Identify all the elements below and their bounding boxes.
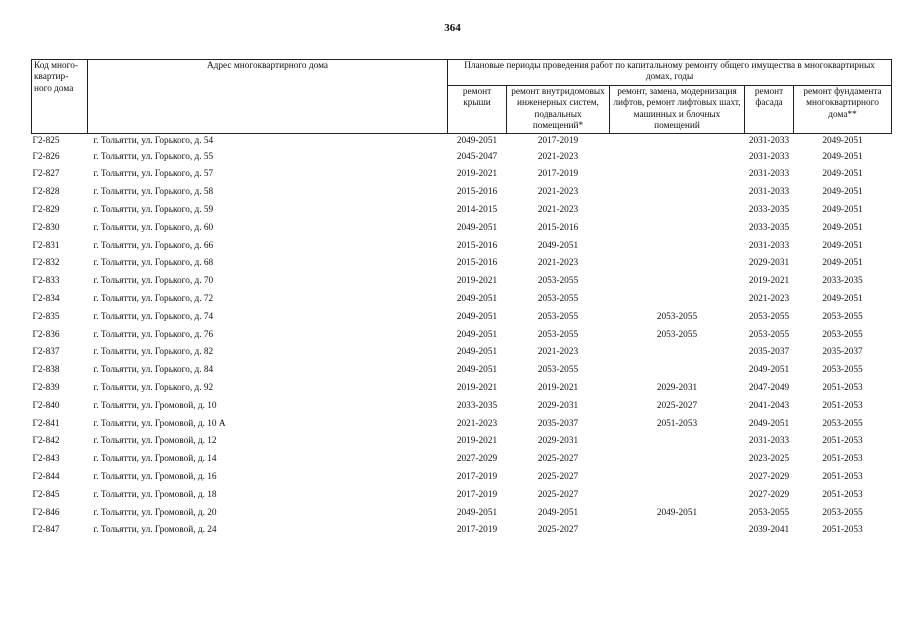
cell-elevators <box>610 148 745 166</box>
cell-elevators <box>610 451 745 469</box>
table-row <box>32 326 892 344</box>
cell-roof: 2019-2021 <box>456 436 498 447</box>
cell-address: г. Тольятти, ул. Громовой, д. 24 <box>93 525 217 536</box>
cell-code: Г2-847 <box>32 525 60 536</box>
cell-foundation: 2049-2051 <box>822 169 863 180</box>
cell-engineering: 2025-2027 <box>537 471 579 482</box>
cell-address: г. Тольятти, ул. Громовой, д. 16 <box>93 471 217 482</box>
table-row <box>32 522 892 540</box>
header-code: Код много-квартир-ного дома <box>32 60 88 134</box>
header-periods: Плановые периоды проведения работ по капитальному ремонту общего имущества в многоквартирных домах, годы <box>448 60 892 86</box>
cell-foundation: 2049-2051 <box>822 135 863 146</box>
cell-engineering: 2025-2027 <box>537 454 579 465</box>
cell-address: г. Тольятти, ул. Горького, д. 72 <box>93 294 214 304</box>
cell-elevators <box>610 522 745 540</box>
cell-foundation: 2049-2051 <box>822 258 863 269</box>
cell-roof: 2019-2021 <box>456 169 498 180</box>
cell-roof: 2049-2051 <box>456 365 498 376</box>
cell-engineering: 2025-2027 <box>537 525 579 536</box>
cell-engineering: 2015-2016 <box>537 222 579 233</box>
cell-code: Г2-838 <box>32 365 60 376</box>
cell-code: Г2-836 <box>32 329 60 340</box>
cell-facade: 2031-2033 <box>748 240 790 251</box>
cell-foundation: 2051-2053 <box>822 436 863 447</box>
cell-address: г. Тольятти, ул. Горького, д. 68 <box>93 258 214 269</box>
cell-engineering: 2021-2023 <box>537 347 579 358</box>
cell-engineering: 2021-2023 <box>537 187 579 198</box>
cell-roof: 2017-2019 <box>456 489 498 500</box>
cell-foundation: 2053-2055 <box>822 507 863 518</box>
cell-address: г. Тольятти, ул. Горького, д. 54 <box>93 135 214 146</box>
cell-facade: 2031-2033 <box>748 436 790 447</box>
cell-address: г. Тольятти, ул. Горького, д. 57 <box>93 169 214 180</box>
cell-foundation: 2051-2053 <box>822 525 863 536</box>
cell-foundation: 2033-2035 <box>822 276 863 287</box>
header-elevators: ремонт, замена, модернизация лифтов, ремонт лифтовых шахт, машинных и блочных помещений <box>610 85 745 134</box>
cell-code: Г2-835 <box>32 311 60 322</box>
table-row <box>32 504 892 522</box>
table-row <box>32 255 892 273</box>
cell-roof: 2049-2051 <box>456 294 498 304</box>
table-row <box>32 398 892 416</box>
cell-engineering: 2021-2023 <box>537 151 579 162</box>
cell-elevators <box>610 237 745 255</box>
cell-roof: 2019-2021 <box>456 382 498 393</box>
cell-facade: 2053-2055 <box>748 311 790 322</box>
table-row <box>32 415 892 433</box>
cell-elevators <box>610 362 745 380</box>
cell-facade: 2039-2041 <box>748 525 790 536</box>
cell-engineering: 2029-2031 <box>537 436 579 447</box>
cell-roof: 2049-2051 <box>456 507 498 518</box>
cell-facade: 2027-2029 <box>748 471 790 482</box>
cell-code: Г2-833 <box>32 276 60 287</box>
cell-elevators: 2051-2053 <box>656 418 698 429</box>
cell-foundation: 2049-2051 <box>822 187 863 198</box>
cell-engineering: 2025-2027 <box>537 489 579 500</box>
cell-code: Г2-827 <box>32 169 60 180</box>
cell-foundation: 2053-2055 <box>822 311 863 322</box>
cell-elevators <box>610 433 745 451</box>
cell-roof: 2045-2047 <box>456 151 498 162</box>
cell-foundation: 2035-2037 <box>822 347 863 358</box>
table-body <box>32 134 892 540</box>
cell-facade: 2029-2031 <box>748 258 790 269</box>
cell-elevators <box>610 344 745 362</box>
cell-elevators <box>610 273 745 291</box>
cell-foundation: 2053-2055 <box>822 418 863 429</box>
cell-facade: 2031-2033 <box>748 151 790 162</box>
cell-roof: 2015-2016 <box>456 258 498 269</box>
cell-facade: 2031-2033 <box>748 187 790 198</box>
cell-code: Г2-826 <box>32 151 60 162</box>
cell-code: Г2-839 <box>32 382 60 393</box>
cell-engineering: 2049-2051 <box>537 240 579 251</box>
cell-elevators <box>610 134 745 149</box>
table-row <box>32 220 892 238</box>
cell-engineering: 2053-2055 <box>537 329 579 340</box>
cell-address: г. Тольятти, ул. Горького, д. 74 <box>93 311 214 322</box>
cell-address: г. Тольятти, ул. Громовой, д. 20 <box>93 507 217 518</box>
cell-address: г. Тольятти, ул. Громовой, д. 12 <box>93 436 217 447</box>
cell-engineering: 2017-2019 <box>537 135 579 146</box>
cell-address: г. Тольятти, ул. Горького, д. 92 <box>93 382 214 393</box>
cell-address: г. Тольятти, ул. Горького, д. 84 <box>93 365 214 376</box>
table-row <box>32 451 892 469</box>
table-row <box>32 134 892 149</box>
table-row <box>32 184 892 202</box>
cell-facade: 2035-2037 <box>748 347 790 358</box>
cell-address: г. Тольятти, ул. Горького, д. 76 <box>93 329 214 340</box>
cell-facade: 2027-2029 <box>748 489 790 500</box>
header-foundation: ремонт фундамента многоквартирного дома** <box>794 85 892 134</box>
cell-roof: 2049-2051 <box>456 135 498 146</box>
cell-facade: 2049-2051 <box>748 365 790 376</box>
table-row <box>32 291 892 309</box>
table-header <box>32 60 892 134</box>
cell-code: Г2-828 <box>32 187 60 198</box>
cell-code: Г2-841 <box>32 418 60 429</box>
table-row <box>32 433 892 451</box>
cell-foundation: 2049-2051 <box>822 222 863 233</box>
cell-code: Г2-842 <box>32 436 60 447</box>
cell-facade: 2033-2035 <box>748 205 790 216</box>
cell-roof: 2014-2015 <box>456 205 498 216</box>
cell-roof: 2049-2051 <box>456 222 498 233</box>
cell-address: г. Тольятти, ул. Горького, д. 82 <box>93 347 214 358</box>
cell-roof: 2017-2019 <box>456 471 498 482</box>
cell-engineering: 2049-2051 <box>537 507 579 518</box>
cell-foundation: 2049-2051 <box>822 294 863 304</box>
cell-code: Г2-830 <box>32 222 60 233</box>
cell-code: Г2-829 <box>32 205 60 216</box>
cell-roof: 2019-2021 <box>456 276 498 287</box>
cell-engineering: 2029-2031 <box>537 400 579 411</box>
cell-address: г. Тольятти, ул. Горького, д. 58 <box>93 187 214 198</box>
cell-foundation: 2049-2051 <box>822 240 863 251</box>
cell-address: г. Тольятти, ул. Громовой, д. 14 <box>93 454 217 465</box>
cell-code: Г2-844 <box>32 471 60 482</box>
cell-code: Г2-843 <box>32 454 60 465</box>
repair-schedule-table <box>31 59 892 540</box>
cell-elevators <box>610 487 745 505</box>
cell-foundation: 2051-2053 <box>822 489 863 500</box>
cell-roof: 2027-2029 <box>456 454 498 465</box>
cell-address: г. Тольятти, ул. Громовой, д. 10 А <box>93 418 226 429</box>
cell-facade: 2047-2049 <box>748 382 790 393</box>
cell-facade: 2053-2055 <box>748 329 790 340</box>
table-row <box>32 148 892 166</box>
cell-code: Г2-825 <box>32 135 60 146</box>
cell-code: Г2-845 <box>32 489 60 500</box>
cell-roof: 2049-2051 <box>456 311 498 322</box>
cell-address: г. Тольятти, ул. Громовой, д. 18 <box>93 489 217 500</box>
header-engineering: ремонт внутридомовых инженерных систем, подвальных помещений* <box>507 85 610 134</box>
cell-foundation: 2051-2053 <box>822 382 863 393</box>
cell-facade: 2023-2025 <box>748 454 790 465</box>
cell-elevators <box>610 469 745 487</box>
cell-facade: 2031-2033 <box>748 135 790 146</box>
cell-facade: 2019-2021 <box>748 276 790 287</box>
table-row <box>32 487 892 505</box>
cell-facade: 2021-2023 <box>748 294 790 304</box>
cell-roof: 2015-2016 <box>456 187 498 198</box>
cell-code: Г2-846 <box>32 507 60 518</box>
table-row <box>32 469 892 487</box>
cell-elevators <box>610 220 745 238</box>
cell-code: Г2-840 <box>32 400 60 411</box>
cell-foundation: 2049-2051 <box>822 151 863 162</box>
cell-engineering: 2053-2055 <box>537 365 579 376</box>
cell-roof: 2021-2023 <box>456 418 498 429</box>
cell-roof: 2017-2019 <box>456 525 498 536</box>
cell-engineering: 2035-2037 <box>537 418 579 429</box>
cell-address: г. Тольятти, ул. Громовой, д. 10 <box>93 400 217 411</box>
cell-elevators: 2029-2031 <box>656 382 698 393</box>
cell-engineering: 2021-2023 <box>537 258 579 269</box>
cell-code: Г2-834 <box>32 294 60 304</box>
cell-facade: 2031-2033 <box>748 169 790 180</box>
cell-elevators <box>610 255 745 273</box>
cell-foundation: 2051-2053 <box>822 454 863 465</box>
table-row <box>32 166 892 184</box>
table-row <box>32 380 892 398</box>
cell-facade: 2049-2051 <box>748 418 790 429</box>
table-row <box>32 273 892 291</box>
cell-foundation: 2053-2055 <box>822 365 863 376</box>
cell-address: г. Тольятти, ул. Горького, д. 60 <box>93 222 214 233</box>
cell-foundation: 2049-2051 <box>822 205 863 216</box>
cell-address: г. Тольятти, ул. Горького, д. 70 <box>93 276 214 287</box>
cell-foundation: 2051-2053 <box>822 471 863 482</box>
cell-elevators: 2025-2027 <box>656 400 698 411</box>
cell-elevators: 2053-2055 <box>656 329 698 340</box>
cell-elevators <box>610 184 745 202</box>
cell-elevators: 2049-2051 <box>656 507 698 518</box>
cell-code: Г2-831 <box>32 240 60 251</box>
table-row <box>32 237 892 255</box>
cell-foundation: 2053-2055 <box>822 329 863 340</box>
cell-facade: 2033-2035 <box>748 222 790 233</box>
cell-engineering: 2053-2055 <box>537 294 579 304</box>
cell-roof: 2049-2051 <box>456 329 498 340</box>
cell-address: г. Тольятти, ул. Горького, д. 55 <box>93 151 214 162</box>
table-row <box>32 362 892 380</box>
cell-code: Г2-837 <box>32 347 60 358</box>
header-roof: ремонт крыши <box>448 85 507 134</box>
cell-roof: 2049-2051 <box>456 347 498 358</box>
cell-facade: 2053-2055 <box>748 507 790 518</box>
cell-roof: 2015-2016 <box>456 240 498 251</box>
cell-elevators <box>610 166 745 184</box>
cell-engineering: 2019-2021 <box>537 382 579 393</box>
cell-elevators: 2053-2055 <box>656 311 698 322</box>
header-facade: ремонт фасада <box>745 85 794 134</box>
page-number: 364 <box>444 22 461 34</box>
cell-elevators <box>610 291 745 309</box>
cell-foundation: 2051-2053 <box>822 400 863 411</box>
cell-roof: 2033-2035 <box>456 400 498 411</box>
cell-engineering: 2053-2055 <box>537 276 579 287</box>
cell-engineering: 2053-2055 <box>537 311 579 322</box>
header-address: Адрес многоквартирного дома <box>88 60 448 134</box>
cell-address: г. Тольятти, ул. Горького, д. 66 <box>93 240 214 251</box>
cell-engineering: 2021-2023 <box>537 205 579 216</box>
cell-elevators <box>610 202 745 220</box>
table-row <box>32 344 892 362</box>
cell-facade: 2041-2043 <box>748 400 790 411</box>
cell-engineering: 2017-2019 <box>537 169 579 180</box>
table-row <box>32 202 892 220</box>
cell-code: Г2-832 <box>32 258 60 269</box>
cell-address: г. Тольятти, ул. Горького, д. 59 <box>93 205 214 216</box>
table-row <box>32 309 892 327</box>
